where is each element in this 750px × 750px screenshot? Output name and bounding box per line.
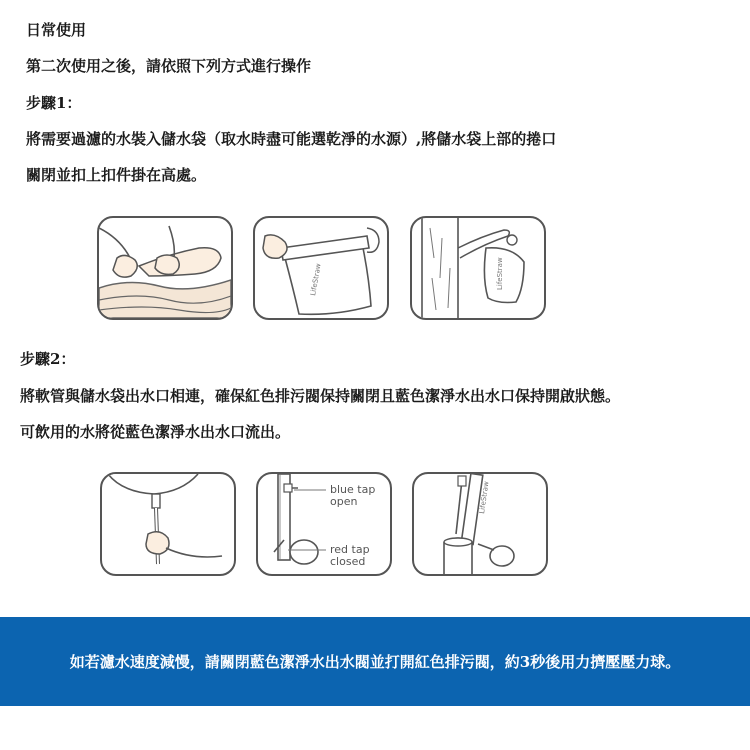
bag-hanging-on-tree-illustration xyxy=(412,218,544,318)
blue-tap-label-line1: blue tap xyxy=(330,483,376,496)
hand-connecting-hose-illustration xyxy=(102,474,234,574)
hands-filling-bag-illustration xyxy=(99,218,231,318)
section-heading: 日常使用 xyxy=(26,21,87,39)
bag-brand-label-2: LifeStraw xyxy=(496,257,504,290)
red-tap-label-line1: red tap xyxy=(330,543,370,556)
filter-taps-illustration xyxy=(258,474,390,574)
blue-tap-label-line2: open xyxy=(330,495,358,508)
tip-banner xyxy=(0,617,750,706)
step2-text-line1: 將軟管與儲水袋出水口相連，確保紅色排污閥保持關閉且藍色潔淨水出水口保持開啟狀態。 xyxy=(20,387,621,405)
bag-roll-top-illustration xyxy=(255,218,387,318)
step2-text-line2: 可飲用的水將從藍色潔淨水出水口流出。 xyxy=(20,423,291,441)
step1-illustration-hang-bag xyxy=(410,216,546,320)
step2-illustration-taps xyxy=(256,472,392,576)
clean-water-flow-illustration xyxy=(414,474,546,574)
bag-brand-label: LifeStraw xyxy=(309,262,323,297)
step1-text-line2: 關閉並扣上扣件掛在高處。 xyxy=(26,166,207,184)
step1-illustration-roll-top xyxy=(253,216,389,320)
step2-illustration-drink-flow xyxy=(412,472,548,576)
step1-text-line1: 將需要過濾的水裝入儲水袋（取水時盡可能選乾淨的水源）,將儲水袋上部的捲口 xyxy=(26,130,557,148)
red-tap-label-line2: closed xyxy=(330,555,366,568)
section-intro: 第二次使用之後，請依照下列方式進行操作 xyxy=(26,57,312,75)
step1-title: 步驟1： xyxy=(26,94,82,112)
step2-illustration-connect-hose xyxy=(100,472,236,576)
filter-brand-label: LifeStraw xyxy=(478,480,491,515)
step2-title: 步驟2： xyxy=(20,350,76,368)
step1-illustration-fill-bag xyxy=(97,216,233,320)
tip-banner-text: 如若濾水速度減慢，請關閉藍色潔淨水出水閥並打開紅色排污閥，約3秒後用力擠壓壓力球。 xyxy=(69,653,681,671)
